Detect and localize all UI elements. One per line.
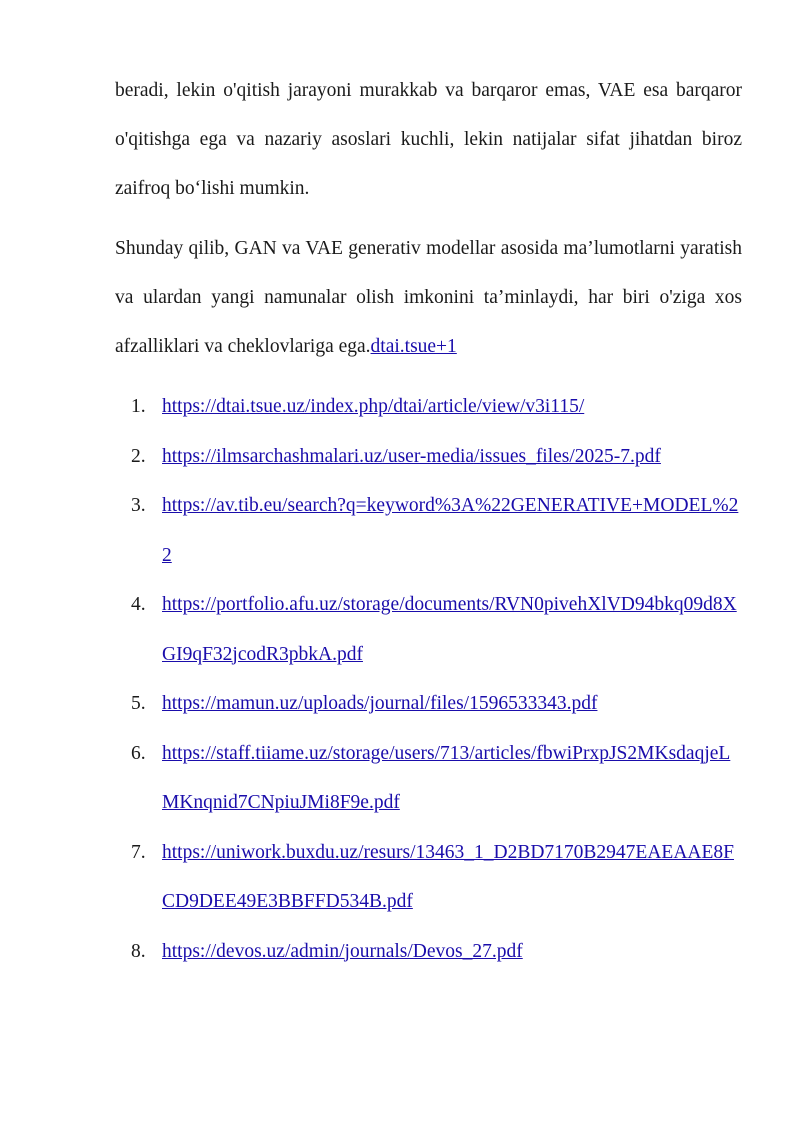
reference-link[interactable]: https://uniwork.buxdu.uz/resurs/13463_1_D2BD7170B2947EAEAAE8FCD9DEE49E3BBFFD534B.pdf <box>162 841 734 912</box>
reference-link[interactable]: https://mamun.uz/uploads/journal/files/1596533343.pdf <box>162 693 598 714</box>
reference-number: 6. <box>131 742 146 764</box>
paragraph-text: Shunday qilib, GAN va VAE generativ modellar asosida ma’lumotlarni yaratish va ulardan yangi namunalar olish imkonini ta’minlaydi, har biri o'ziga xos afzalliklari va cheklovlariga ega. <box>115 238 742 357</box>
reference-number: 5. <box>131 693 146 714</box>
reference-item <box>115 432 742 482</box>
reference-number: 1. <box>131 396 146 417</box>
reference-item <box>115 729 742 828</box>
reference-number: 2. <box>131 445 146 467</box>
reference-item <box>115 679 742 729</box>
paragraph-text: beradi, lekin o'qitish jarayoni murakkab va barqaror emas, VAE esa barqaror o'qitishga ega va nazariy asoslari kuchli, lekin natijalar sifat jihatdan biroz zaifroq bo‘lishi mumkin. <box>115 80 742 199</box>
reference-list <box>115 382 742 976</box>
citation-link[interactable]: dtai.tsue+1 <box>370 336 457 357</box>
reference-item <box>115 828 742 927</box>
reference-link[interactable]: https://devos.uz/admin/journals/Devos_27.pdf <box>162 940 523 962</box>
reference-link[interactable]: https://dtai.tsue.uz/index.php/dtai/article/view/v3i115/ <box>162 396 585 417</box>
paragraph-gan-vae-comparison <box>115 66 742 213</box>
document-page <box>115 66 742 976</box>
reference-link[interactable]: https://av.tib.eu/search?q=keyword%3A%22GENERATIVE+MODEL%22 <box>162 495 739 566</box>
reference-item <box>115 927 742 977</box>
reference-number: 4. <box>131 594 146 615</box>
reference-number: 8. <box>131 940 146 962</box>
reference-link[interactable]: https://portfolio.afu.uz/storage/documents/RVN0pivehXlVD94bkq09d8XGI9qF32jcodR3pbkA.pdf <box>162 594 737 665</box>
paragraph-summary <box>115 224 742 371</box>
reference-number: 7. <box>131 841 146 863</box>
reference-number: 3. <box>131 495 146 516</box>
reference-link[interactable]: https://ilmsarchashmalari.uz/user-media/issues_files/2025-7.pdf <box>162 445 661 467</box>
reference-item <box>115 382 742 432</box>
reference-link[interactable]: https://staff.tiiame.uz/storage/users/713/articles/fbwiPrxpJS2MKsdaqjeLMKnqnid7CNpiuJMi8F9e.pdf <box>162 742 731 813</box>
reference-item <box>115 481 742 580</box>
reference-item <box>115 580 742 679</box>
